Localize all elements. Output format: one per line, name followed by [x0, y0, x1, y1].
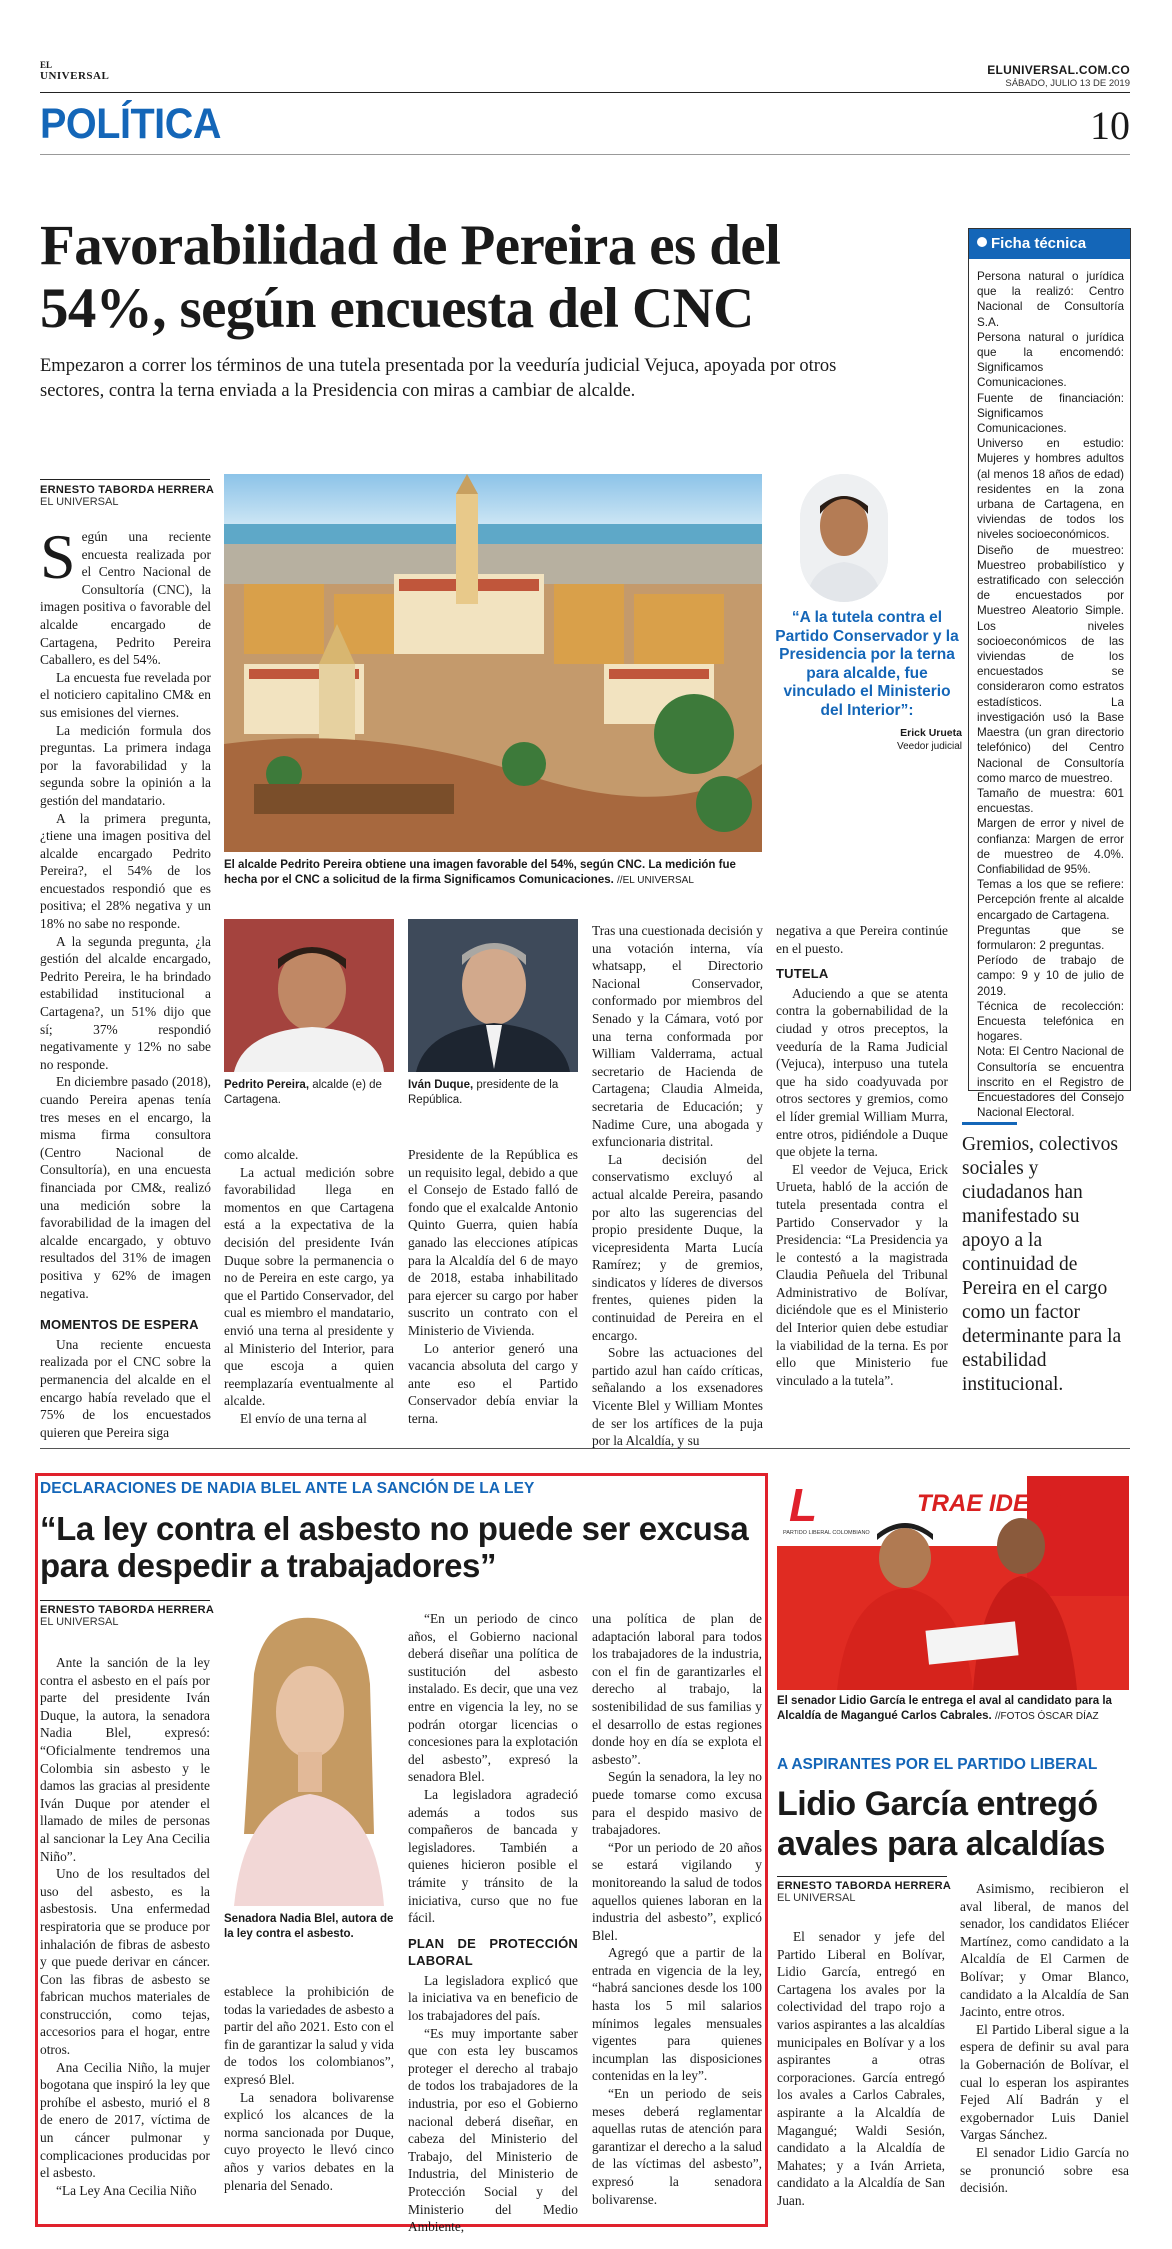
- col1-p2: La encuesta fue revelada por el noticiero capitalino CM& en sus emisiones del viernes.: [40, 669, 211, 720]
- blel-byline-org: EL UNIVERSAL: [40, 1616, 119, 1628]
- blel-photo: [224, 1604, 394, 1906]
- blel-c2-p2: La senadora bolivarense explicó los alcances de la norma sancionada por Duque, cuyo proyecto le llevó cinco años y varios debates en la plenaria del Senado.: [224, 2089, 394, 2193]
- ficha-item: Preguntas que se formularon: 2 preguntas.: [977, 923, 1124, 952]
- garcia-c1-p1: El senador y jefe del Partido Liberal en Bolívar, Lidio García, entregó en Cartagena los avales por la colectividad del trapo rojo a varios aspirantes a las alcaldías municipales en Bolívar y a los aspirantes a otras corporaciones. García entregó los avales a Carlos Cabrales, aspirante a la Alcaldía de Magangué; Waldi Sesión, candidato a la Alcaldía de Mahates; y a Iván Arrieta, candidato a la Alcaldía de San Juan.: [777, 1929, 945, 2208]
- garcia-c2-p2: El Partido Liberal sigue a la espera de definir su aval para la Gobernación de Bolívar, el cual lo esperan los aspirantes Fejed Alí Badrán y el exgobernador Luis Daniel Vargas Sánchez.: [960, 2021, 1129, 2143]
- main-headline: [40, 214, 940, 340]
- ficha-item: Margen de error y nivel de confianza: Margen de error de muestreo de 4.0%. Confiabilidad de 95%.: [977, 817, 1124, 876]
- col5-p1: negativa a que Pereira continúe en el puesto.: [776, 923, 948, 956]
- col1-p1: egún una reciente encuesta realizada por el Centro Nacional de Consultoría (CNC), la imagen positiva o favorable del alcalde encargado de Cartagena, Pedrito Pereira Caballero, es del 54%.: [40, 529, 211, 668]
- blel-image: [224, 1604, 394, 1906]
- garcia-col-1: [777, 1928, 945, 2210]
- section-title: POLÍTICA: [40, 100, 221, 148]
- garcia-c2-p3: El senador Lidio García no se pronunció sobre esa decisión.: [960, 2144, 1129, 2196]
- garcia-byline-org: EL UNIVERSAL: [777, 1892, 856, 1904]
- col4-p3: Sobre las actuaciones del partido azul han caído críticas, señalando a los exsenadores Vicente Blel y William Montes de ser los artífices de la puja por la Alcaldía, y su: [592, 1345, 763, 1449]
- ficha-item: Fuente de financiación: Significamos Comunicaciones.: [977, 391, 1124, 436]
- main-col-2: [224, 1146, 394, 1428]
- blel-col-3: [408, 1610, 578, 2236]
- ficha-item: Tamaño de muestra: 601 encuestas.: [977, 786, 1124, 816]
- blel-col-2: [224, 1983, 394, 2194]
- col1-p4: A la primera pregunta, ¿tiene una imagen positiva del alcalde encargado Pedrito Pereira?, el 54% de los encuestados respondió que es positiva; el 28% negativa y un 18% no sabe no responde.: [40, 810, 211, 932]
- site-url[interactable]: ELUNIVERSAL.COM.CO: [987, 63, 1130, 77]
- col1-p5: A la segunda pregunta, ¿la gestión del alcalde encargado, Pedrito Pereira, le ha brindado estabilidad institucional a Cartagena?, un 51% dijo que sí; 37% respondió negativamente y 12% no sabe no responde.: [40, 933, 211, 1072]
- masthead-rule: [40, 92, 1130, 93]
- ficha-item: Temas a los que se refiere: Percepción frente al alcalde encargado de Cartagena.: [977, 878, 1124, 922]
- blel-kicker: DECLARACIONES DE NADIA BLEL ANTE LA SANCIÓN DE LA LEY: [40, 1480, 535, 1497]
- pereira-caption: [224, 1078, 394, 1108]
- garcia-col-2: [960, 1880, 1129, 2197]
- urueta-portrait: [800, 474, 888, 602]
- page-number: 10: [1090, 103, 1130, 148]
- duque-image: [408, 919, 578, 1072]
- section-rule: [40, 154, 1130, 155]
- blel-caption-text: autora de la ley contra el asbesto.: [224, 1913, 394, 1940]
- garcia-byline-name: ERNESTO TABORDA HERRERA: [777, 1880, 952, 1892]
- col1-p6: En diciembre pasado (2018), cuando Pereira apenas tenía tres meses en el encargo, la misma firma consultora (Centro Nacional de Consultoría), en una encuesta financiada por CM&, realizó una medición sobre la favorabilidad de la imagen del alcalde encargado, y obtuvo resultados del 31% de imagen positiva y 62% de imagen negativa.: [40, 1074, 211, 1301]
- col2-p2: La actual medición sobre favorabilidad llega en momentos en que Cartagena está a la expectativa de la decisión del presidente Iván Duque sobre la permanencia o no de Pereira en este cargo, ya que el Partido Conservador, del cual es miembro el mandatario, envió una terna al presidente y al Ministerio del Interior, para que escoja a quien reemplazaría eventualmente al alcalde.: [224, 1164, 394, 1409]
- garcia-byline-rule: [777, 1876, 947, 1877]
- pereira-caption-text: alcalde (e) de Cartagena.: [224, 1079, 382, 1106]
- col1-subhead: MOMENTOS DE ESPERA: [40, 1317, 199, 1333]
- urueta-role: Veedor judicial: [896, 741, 962, 752]
- blel-photo-caption: [224, 1912, 394, 1942]
- col1-p3: La medición formula dos preguntas. La primera indaga por la favorabilidad y la segunda sobre la opinión a la gestión del mandatario.: [40, 722, 211, 808]
- blel-caption-name: Senadora Nadia Blel,: [224, 1913, 339, 1925]
- headline-line-2: 54%, según encuesta del CNC: [40, 277, 754, 340]
- col1-p7: Una reciente encuesta realizada por el CNC sobre la permanencia del alcalde en el encargo había revelado que el 75% de los encuestados quieren que Pereira siga: [40, 1336, 211, 1440]
- blel-c1-p2: Uno de los resultados del uso del asbesto, es la asbestosis. Una enfermedad respiratoria que se produce por inhalación de fibras de asbesto y que puede derivar en cáncer. Con las fibras de asbesto se fabrican muchos materiales de construcción, como tejas, accesorios para el hogar, entre otros.: [40, 1866, 210, 2058]
- ficha-item: Universo en estudio: Mujeres y hombres adultos (al menos 18 años de edad) residentes en la zona urbana de Cartagena, en viviendas de todos los niveles socioeconómicos.: [977, 437, 1124, 542]
- photo-caption-credit: //EL UNIVERSAL: [617, 875, 694, 886]
- ficha-title: Ficha técnica: [991, 235, 1087, 252]
- urueta-photo: [800, 474, 888, 602]
- headline-line-1: Favorabilidad de Pereira es del: [40, 214, 781, 277]
- byline-rule: [40, 479, 210, 480]
- garcia-byline: [777, 1880, 951, 1904]
- duque-caption-text: presidente de la República.: [408, 1079, 559, 1106]
- byline-org: EL UNIVERSAL: [40, 496, 119, 508]
- main-photo-caption: [224, 858, 762, 888]
- blel-c3-p1: “En un periodo de cinco años, el Gobierno nacional deberá diseñar una política de sustitución del asbesto instalado. Es decir, que una vez entre en vigencia la ley, no se podrán otorgar licencias o concesiones para la explotación del asbesto”, expresó la senadora Blel.: [408, 1611, 578, 1785]
- duque-caption: [408, 1078, 578, 1108]
- issue-date: SÁBADO, JULIO 13 DE 2019: [1005, 78, 1130, 89]
- main-col-1: [40, 521, 211, 1441]
- urueta-quote: “A la tutela contra el Partido Conservador y la Presidencia por la terna para alcalde, fue vinculado el Ministerio del Interior”:: [775, 609, 959, 719]
- cartagena-aerial-image: [224, 474, 762, 852]
- ficha-bullet-icon: [977, 237, 987, 247]
- blel-c3-p4: “Es muy importante saber que con esta ley buscamos proteger el derecho al trabajo de todos los trabajadores de la industria, por eso el Gobierno nacional deberá diseñar, en cabeza del Ministerio del Trabajo, del Ministerio de Industria, del Ministerio de Protección Social y del Ministerio del Medio Ambiente,: [408, 2025, 578, 2235]
- blel-col-1: [40, 1654, 210, 2199]
- blel-c1-p3: Ana Cecilia Niño, la mujer bogotana que inspiró la ley que prohíbe el asbesto, murió el 8 de enero de 2017, víctima de un cáncer pulmonar y complicaciones producidas por el asbesto.: [40, 2059, 210, 2181]
- ficha-item: Persona natural o jurídica que la encomendó: Significamos Comunicaciones.: [977, 330, 1124, 390]
- cartagena-photo: [224, 474, 762, 852]
- garcia-photo-caption: [777, 1694, 1129, 1724]
- col5-p2: Aduciendo a que se atenta contra la gobernabilidad de la ciudad y otros preceptos, la veeduría de la Rama Judicial (Vejuca), interpuso una tutela que ha sido coadyuvada por otros sectores y gremios, como el líder gremial William Murra, entre otros, pidiéndole a Duque que objete la terna.: [776, 985, 948, 1160]
- ficha-list: [969, 259, 1130, 1120]
- garcia-c2-p1: Asimismo, recibieron el aval liberal, de manos del senador, los candidatos Eliécer Martínez, como candidato a la Alcaldía de El Carmen de Bolívar; y Omar Blanco, candidato a la Alcaldía de San Jacinto, entre otros.: [960, 1881, 1129, 2020]
- blel-c3-p2: La legisladora agradeció además a todos sus compañeros de bancada y legisladores. También a quienes hicieron posible el trámite y tránsito de la iniciativa, curso que no fue fácil.: [408, 1786, 578, 1926]
- main-col-5: [776, 922, 948, 1389]
- garcia-kicker: A ASPIRANTES POR EL PARTIDO LIBERAL: [777, 1756, 1098, 1773]
- ficha-header: [969, 229, 1130, 259]
- garcia-caption-text: El senador Lidio García le entrega el aval al candidato para la Alcaldía de Magangué Carlos Cabrales.: [777, 1695, 1112, 1722]
- main-byline: [40, 484, 214, 508]
- pereira-photo: [224, 919, 394, 1072]
- blel-byline-name: ERNESTO TABORDA HERRERA: [40, 1604, 215, 1616]
- garcia-headline: Lidio García entregó avales para alcaldías: [777, 1785, 1105, 1863]
- blel-c3-subhead: PLAN DE PROTECCIÓN LABORAL: [408, 1935, 578, 1969]
- byline-name: ERNESTO TABORDA HERRERA: [40, 484, 215, 496]
- ficha-item: Diseño de muestreo: Muestreo probabilístico y estratificado con selección de encuestados por Muestreo Aleatorio Simple. Los niveles socioeconómicos de las viviendas de los encuestados se consideraron como estratos estadísticos. La investigación usó la Base Maestra (un gran directorio telefónico) del Centro Nacional de Consultoría como marco de muestreo.: [977, 543, 1124, 785]
- blel-c3-p3: La legisladora explicó que la iniciativa va en beneficio de los trabajadores del país.: [408, 1972, 578, 2024]
- main-deck: Empezaron a correr los términos de una tutela presentada por la veeduría judicial Vejuca, apoyada por otros sectores, contra la terna enviada a la Presidencia con miras a cambiar de alcalde.: [40, 356, 837, 401]
- pereira-caption-name: Pedrito Pereira,: [224, 1079, 310, 1091]
- col5-p3: El veedor de Vejuca, Erick Urueta, habló de la acción de tutela presentada contra el Partido Conservador y la Presidencia: “La Presidencia ya le contestó a la magistrada Claudia Peñuela del Tribunal Administrativo de Bolívar, diciéndole que es el Ministerio del Interior quien debe estudiar la viabilidad de la terna. Es por ello que Ministerio fue vinculado a la tutela”.: [776, 1161, 948, 1388]
- col2-p1: como alcalde.: [224, 1147, 299, 1162]
- story-divider: [40, 1448, 1130, 1449]
- garcia-logo: L: [789, 1479, 818, 1531]
- pereira-image: [224, 919, 394, 1072]
- ficha-item: Persona natural o jurídica que la realizó: Centro Nacional de Consultoría S.A.: [977, 270, 1124, 329]
- col4-p2: La decisión del conservatismo excluyó al actual alcalde Pereira, pasando por alto las sugerencias del propio presidente Duque, la vicepresidenta Marta Lucía Ramírez; y de gremios, sindicatos y líderes de diversos frentes, quienes piden la continuidad de Pereira en el encargo.: [592, 1151, 763, 1343]
- blel-c1-p4: “La Ley Ana Cecilia Niño: [56, 2182, 197, 2198]
- photo-caption-text: El alcalde Pedrito Pereira obtiene una imagen favorable del 54%, según CNC. La medición fue hecha por el CNC a solicitud de la firma Significamos Comunicaciones.: [224, 859, 736, 886]
- garcia-photo: [777, 1476, 1129, 1690]
- col4-p1: Tras una cuestionada decisión y una votación interna, vía whatsapp, el Directorio Nacional Conservador, conformado por miembros del Senado y la Cámara, votó por una terna conformada por William Valderrama, actual secretario de Hacienda de Cartagena; Claudia Almeida, secretaria de Educación; y Nadime Cure, una abogada y exfuncionaria distrital.: [592, 923, 763, 1150]
- garcia-caption-credit: //FOTOS ÓSCAR DÍAZ: [994, 1711, 1099, 1722]
- col5-subhead: TUTELA: [776, 966, 829, 982]
- col3-p2: Lo anterior generó una vacancia absoluta del cargo y ante eso el Partido Conservador debía enviar la terna.: [408, 1340, 578, 1426]
- blel-c4-p2: Según la senadora, la ley no puede tomarse como excusa para el despido masivo de trabajadores.: [592, 1769, 762, 1838]
- duque-caption-name: Iván Duque,: [408, 1079, 474, 1091]
- logo-line1: EL: [40, 60, 53, 70]
- main-col-4: [592, 922, 763, 1450]
- col2-p3: El envío de una terna al: [240, 1410, 367, 1426]
- garcia-sign-text: TRAE IDEAS: [917, 1490, 1063, 1517]
- pullquote-rule: [962, 1122, 1017, 1125]
- blel-byline: [40, 1604, 214, 1628]
- blel-col-4: [592, 1610, 762, 2208]
- ficha-item: Nota: El Centro Nacional de Consultoría se encuentra inscrito en el Registro de Encuestadores del Consejo Nacional Electoral.: [977, 1045, 1124, 1120]
- masthead-logo: [40, 60, 109, 82]
- ficha-item: Técnica de recolección: Encuesta telefónica en hogares.: [977, 999, 1124, 1044]
- ficha-item: Período de trabajo de campo: 9 y 10 de julio de 2019.: [977, 954, 1124, 998]
- blel-c4-p1: una política de plan de adaptación laboral para todos los trabajadores de la industria, con el fin de garantizarles el derecho al trabajo, la sostenibilidad de sus familias y el desarrollo de estas regiones donde hoy en día se explota el asbesto”.: [592, 1611, 762, 1767]
- blel-byline-rule: [40, 1600, 210, 1601]
- logo-line2: UNIVERSAL: [40, 70, 110, 82]
- dropcap: S: [40, 521, 76, 592]
- duque-photo: [408, 919, 578, 1072]
- urueta-name: Erick Urueta: [900, 727, 962, 739]
- pullquote: Gremios, colectivos sociales y ciudadanos han manifestado su apoyo a la continuidad de Pereira en el cargo como un factor determinante para la estabilidad institucional.: [962, 1134, 1122, 1395]
- blel-c2-p1: establece la prohibición de todas la variedades de asbesto a partir del año 2021. Esto con el fin de garantizar la salud y vida de todos los colombianos”, expresó Blel.: [224, 1984, 394, 2087]
- blel-c1-p1: Ante la sanción de la ley contra el asbesto en el país por parte del presidente Iván Duque, la autora, la senadora Nadia Blel, expresó: “Oficialmente tendremos una Colombia sin asbesto y le damos las gracias al presidente Iván Duque por atender el llamado de miles de personas al sancionar la Ley Ana Cecilia Niño”.: [40, 1655, 210, 1864]
- main-col-3: [408, 1146, 578, 1428]
- blel-c4-p3: “Por un periodo de 20 años se estará vigilando y monitoreando la salud de todos aquellos quienes laboran en la industria del asbesto”, explicó Blel.: [592, 1839, 762, 1943]
- blel-headline: “La ley contra el asbesto no puede ser excusa para despedir a trabajadores”: [40, 1510, 749, 1584]
- garcia-logo-sub: PARTIDO LIBERAL COLOMBIANO: [783, 1530, 870, 1536]
- col3-p1: Presidente de la República es un requisito legal, debido a que el Consejo de Estado falló de fondo que el exalcalde Antonio Quinto Guerra, quien había ganado las elecciones atípicas para la Alcaldía del 6 de mayo de 2018, estaba inhabilitado para ejercer su cargo por haber suscrito un contrato con el Ministerio de Vivienda.: [408, 1147, 578, 1338]
- blel-c4-p4: Agregó que a partir de la entrada en vigencia de la ley, “habrá sanciones desde los 100 hasta los 5 mil salarios mínimos legales mensuales vigentes para quienes incumplan las disposiciones contenidas en la ley”.: [592, 1945, 762, 2084]
- ficha-tecnica-box: [968, 228, 1131, 1120]
- blel-c4-p5: “En un periodo de seis meses deberá reglamentar aquellas rutas de atención para garantizar el derecho a la salud de las víctimas del asbesto”, expresó la senadora bolivarense.: [592, 2086, 762, 2207]
